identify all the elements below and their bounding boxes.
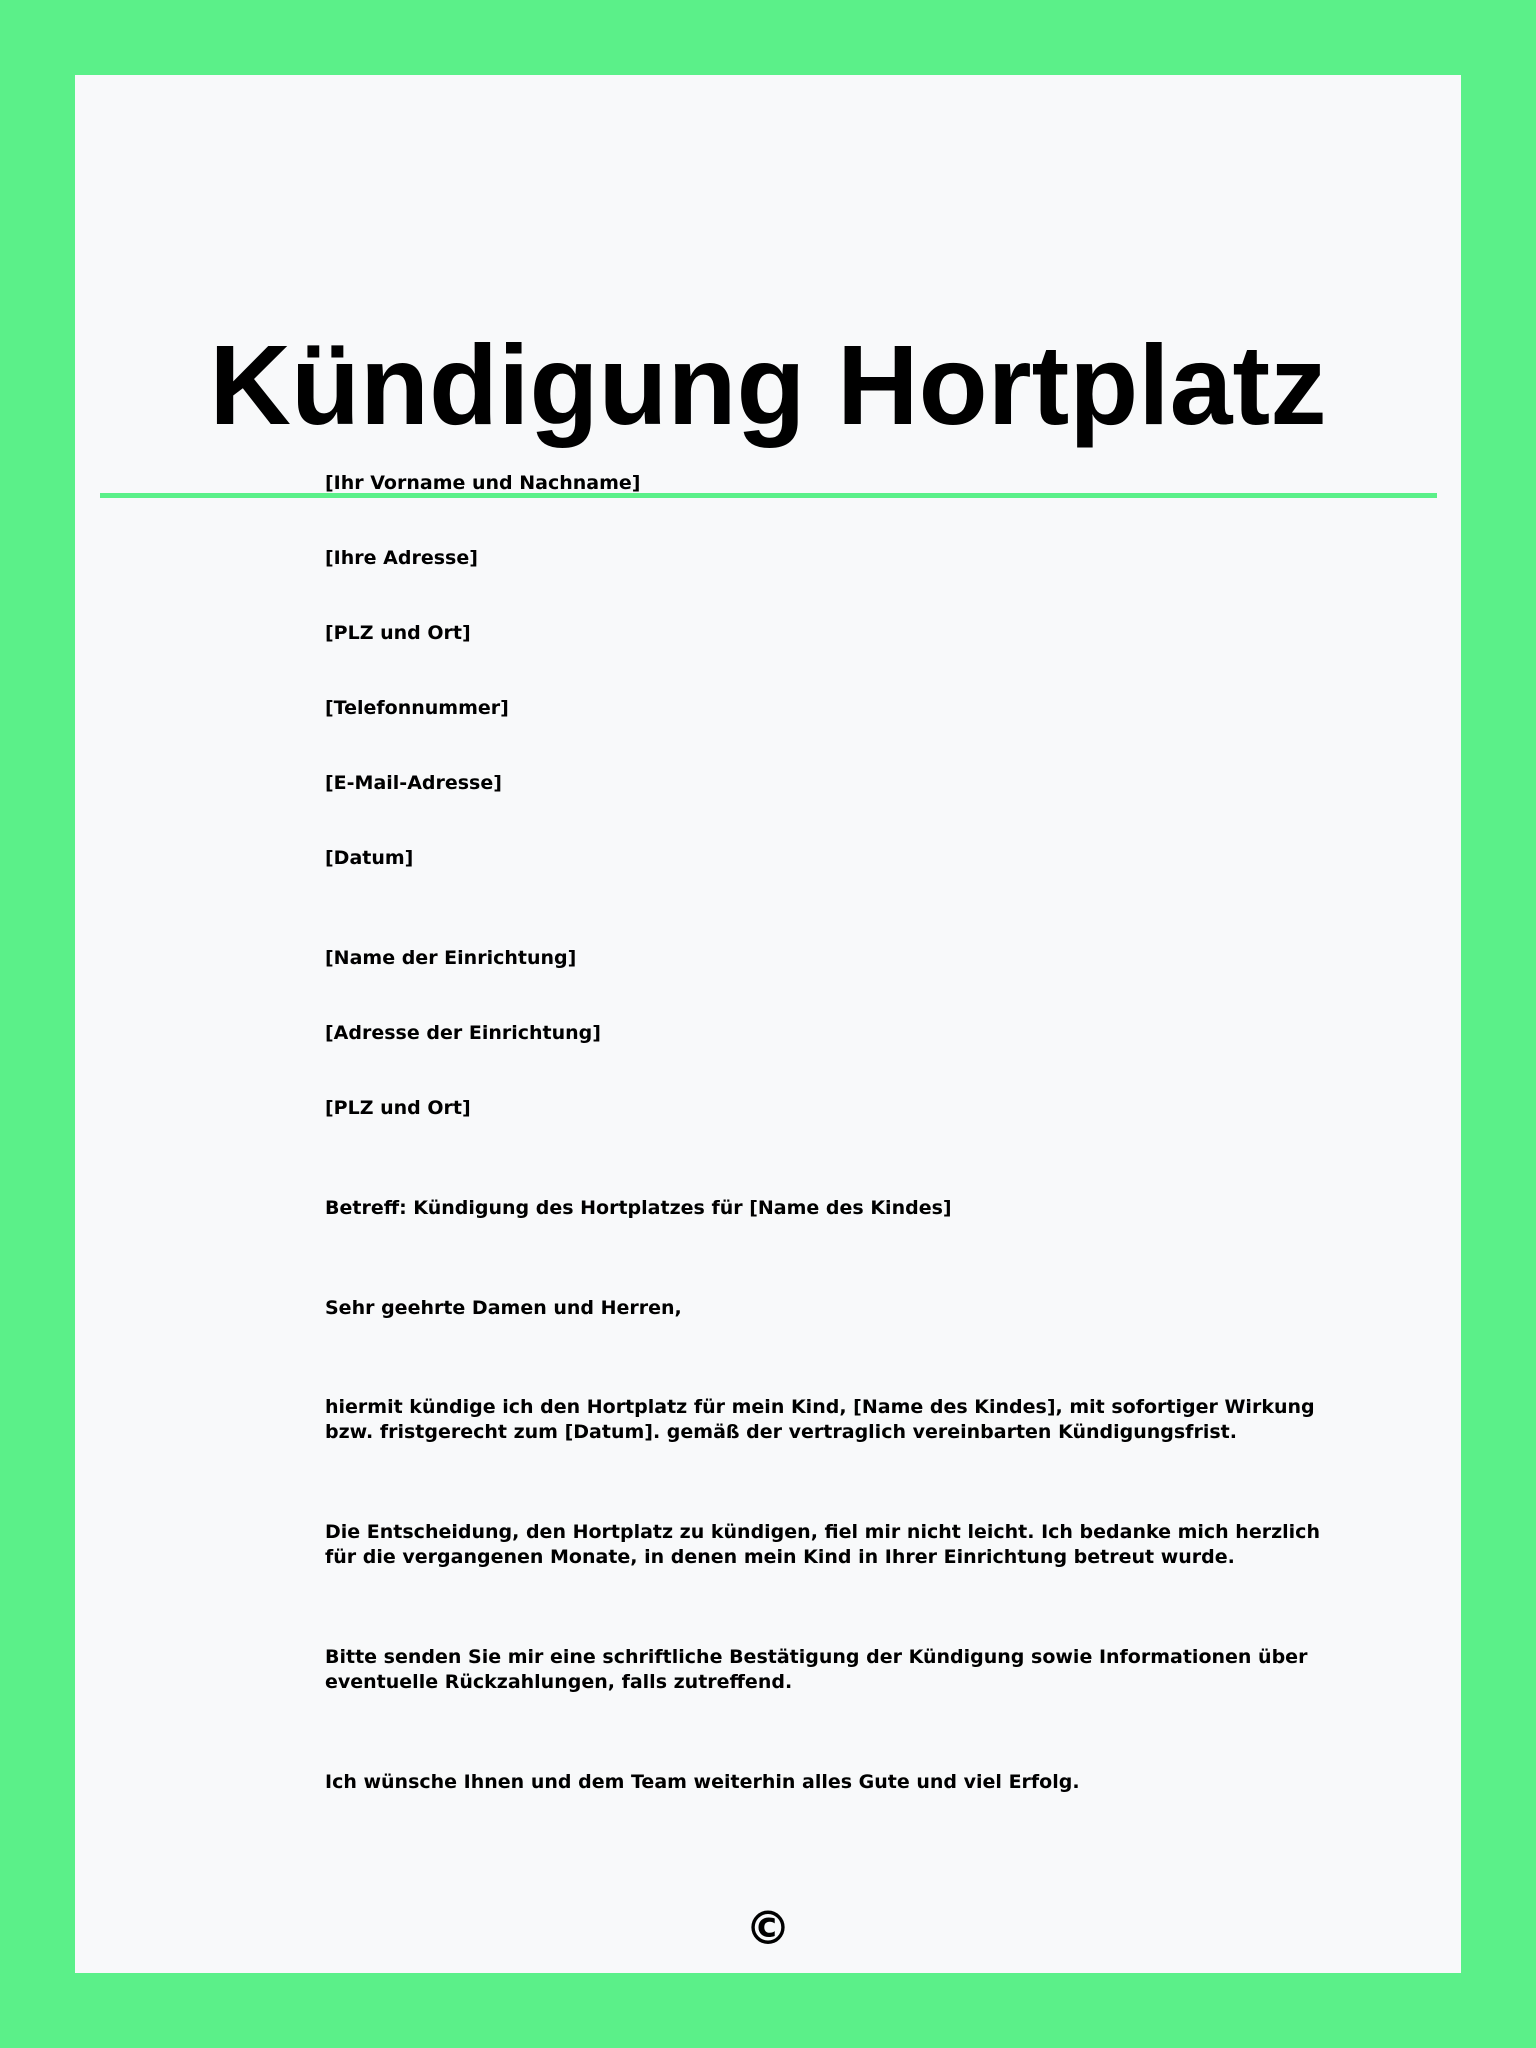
sender-phone: [Telefonnummer] bbox=[325, 697, 509, 719]
salutation: Sehr geehrte Damen und Herren, bbox=[325, 1297, 682, 1319]
closing-wish: Ich wünsche Ihnen und dem Team weiterhin alles Gute und viel Erfolg. bbox=[325, 1771, 1080, 1793]
letter-date: [Datum] bbox=[325, 847, 414, 869]
title-divider bbox=[100, 493, 1437, 498]
body-paragraph: Die Entscheidung, den Hortplatz zu kündigen, fiel mir nicht leicht. Ich bedanke mich herzlich für die vergangenen Monate, in denen mein Kind in Ihrer Einrichtung betreut wurde. bbox=[325, 1521, 1320, 1568]
sender-postal-city: [PLZ und Ort] bbox=[325, 622, 471, 644]
recipient-postal-city: [PLZ und Ort] bbox=[325, 1097, 471, 1119]
document-page bbox=[75, 75, 1461, 1973]
body-paragraph: Bitte senden Sie mir eine schriftliche Bestätigung der Kündigung sowie Informationen über eventuelle Rückzahlungen, falls zutreffend. bbox=[325, 1646, 1308, 1693]
sender-name: [Ihr Vorname und Nachname] bbox=[325, 472, 641, 494]
subject-line: Betreff: Kündigung des Hortplatzes für [Name des Kindes] bbox=[325, 1197, 952, 1219]
document-title: Kündigung Hortplatz bbox=[209, 322, 1327, 448]
recipient-address: [Adresse der Einrichtung] bbox=[325, 1022, 601, 1044]
body-paragraph: hiermit kündige ich den Hortplatz für mein Kind, [Name des Kindes], mit sofortiger Wirkung bzw. fristgerecht zum [Datum]. gemäß der vertraglich vereinbarten Kündigungsfrist. bbox=[325, 1396, 1315, 1443]
copyright-icon: © bbox=[745, 1901, 791, 1955]
sender-address: [Ihre Adresse] bbox=[325, 547, 478, 569]
sender-email: [E-Mail-Adresse] bbox=[325, 772, 502, 794]
recipient-name: [Name der Einrichtung] bbox=[325, 947, 577, 969]
